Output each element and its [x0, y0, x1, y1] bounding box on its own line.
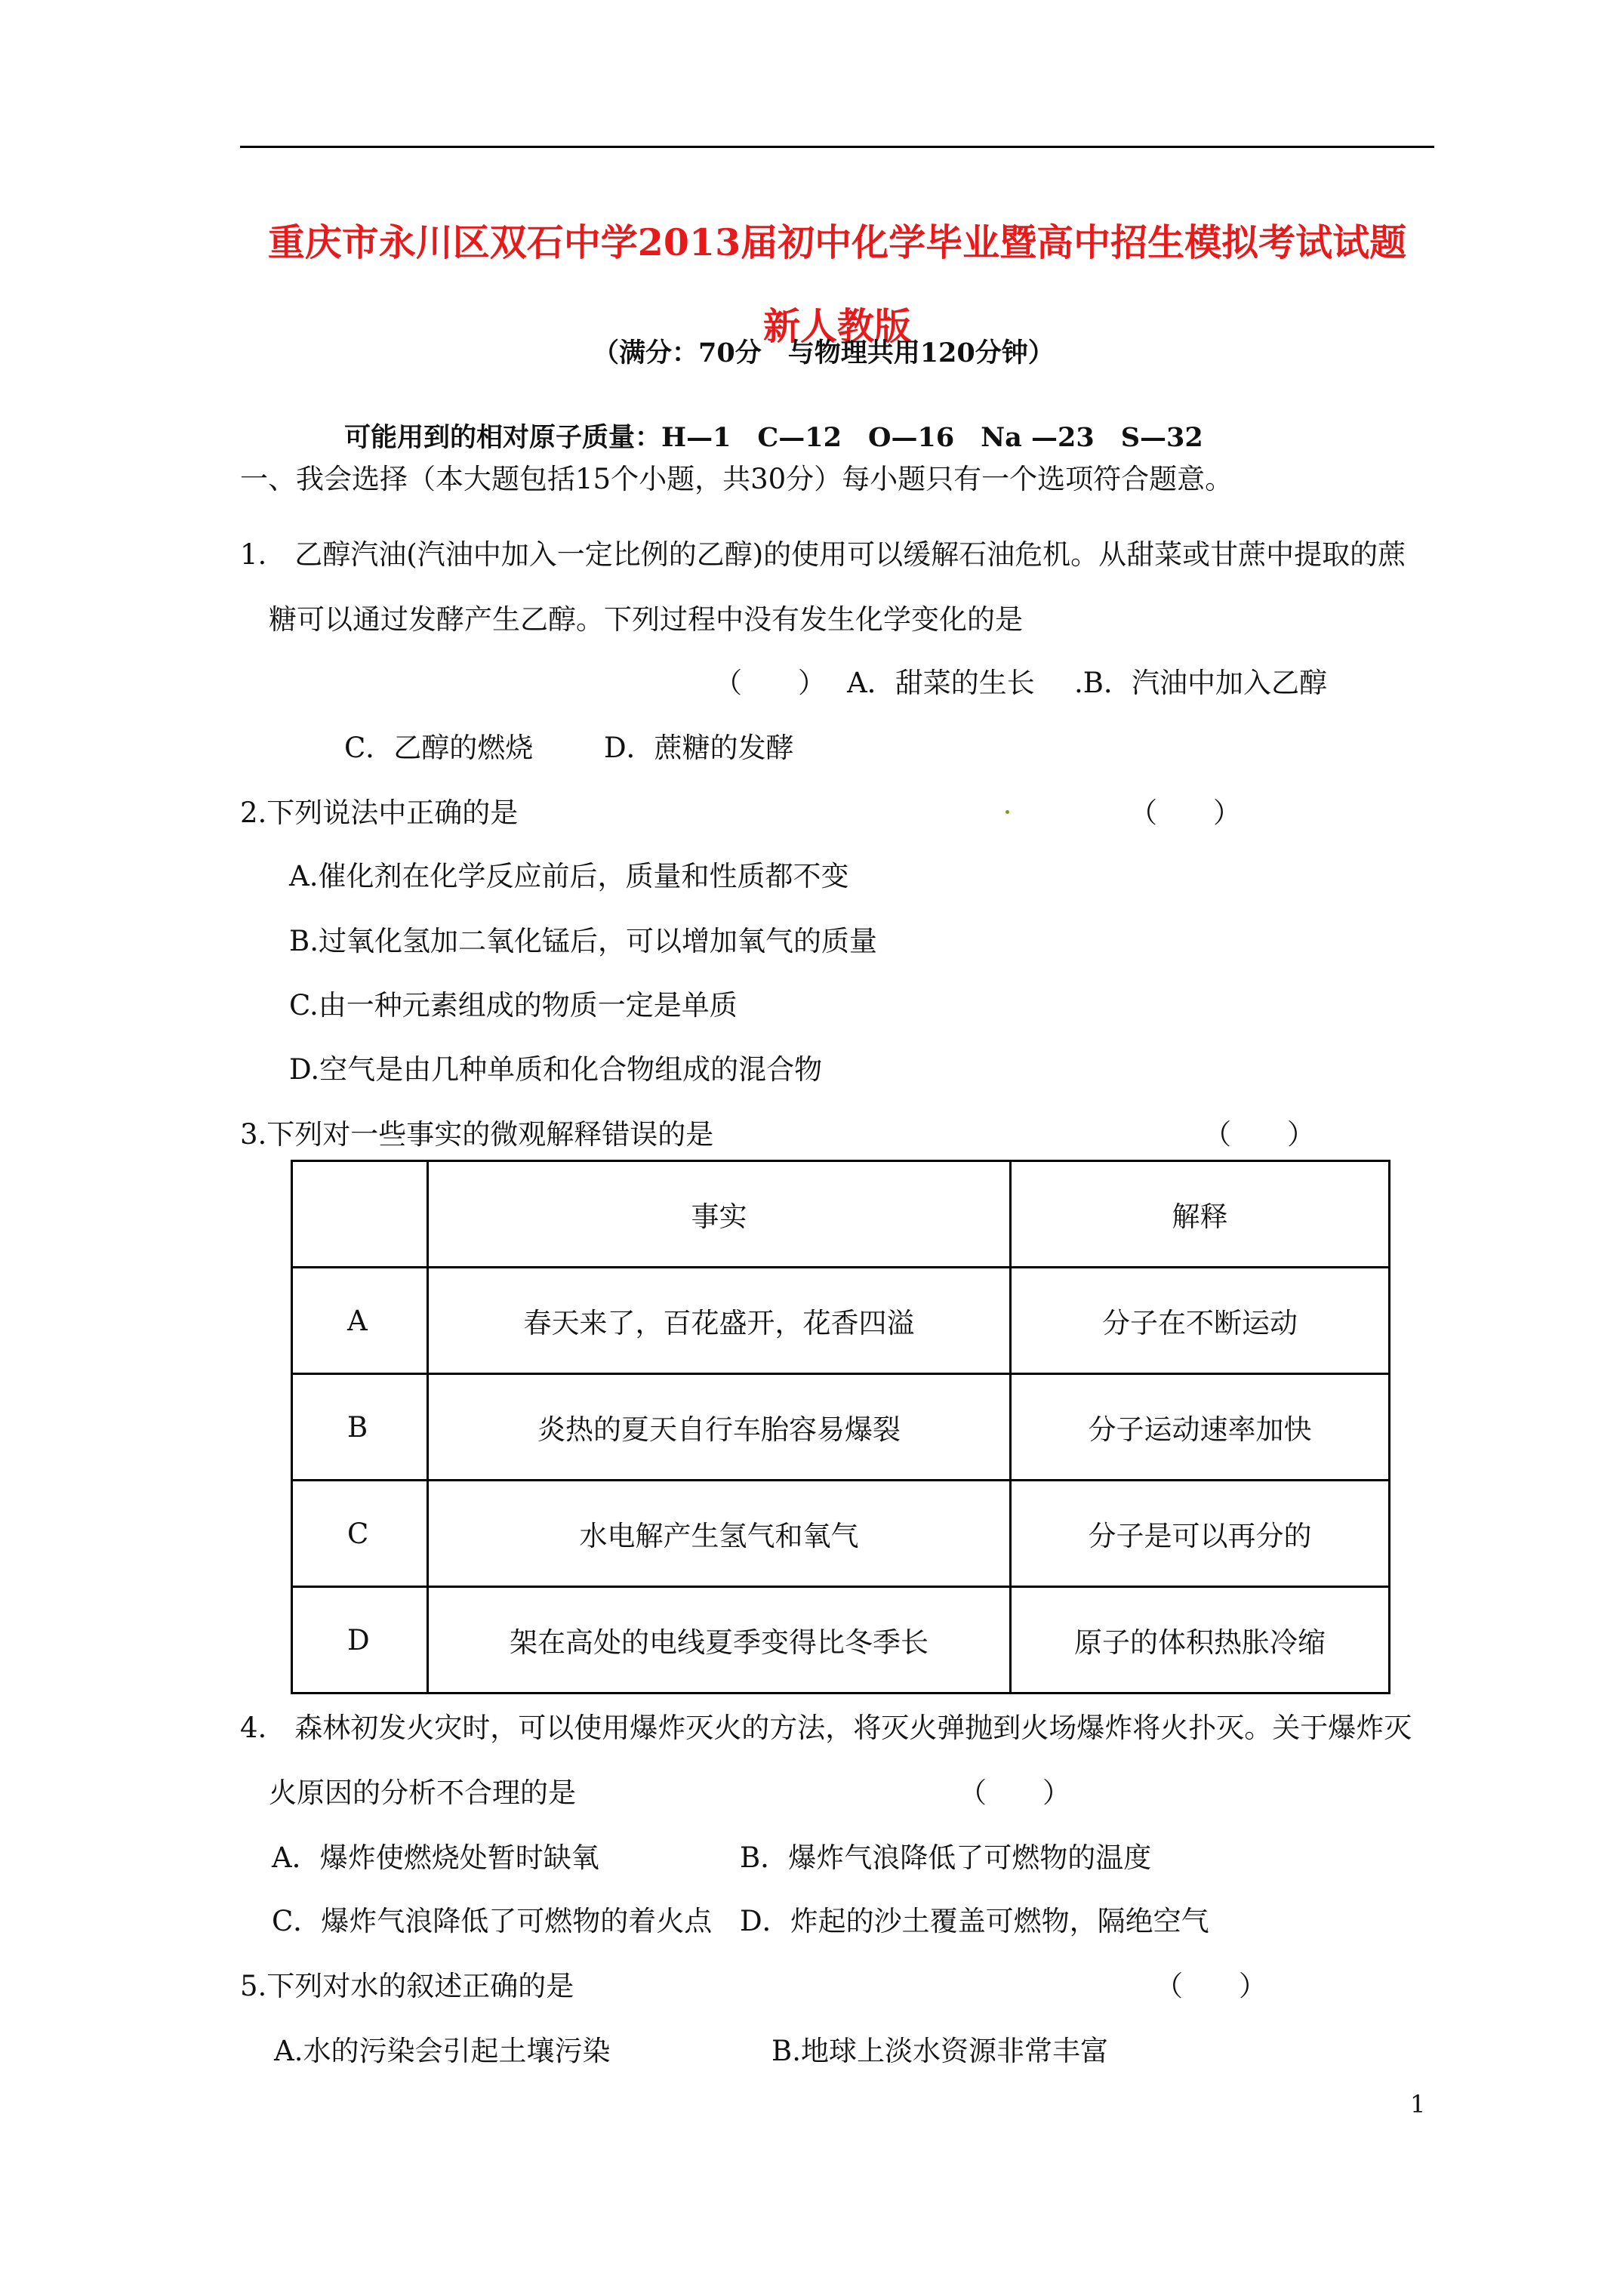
score-info: （满分：70分 与物理共用120分钟） [593, 337, 1055, 368]
atomic-masses: 可能用到的相对原子质量：H—1 C—12 O—16 Na —23 S—32 [344, 422, 1203, 453]
exam-subtitle: 新人教版 [762, 304, 911, 348]
q1-option-c: C．乙醇的燃烧 [344, 732, 534, 764]
table-header-cell: 事实 [428, 1161, 1011, 1268]
q5-option-a: A.水的污染会引起土壤污染 [274, 2035, 611, 2067]
table-cell-label: B [292, 1374, 428, 1481]
exam-title: 重庆市永川区双石中学2013届初中化学毕业暨高中招生模拟考试试题 [267, 220, 1407, 264]
table-header-row [292, 1161, 1390, 1268]
q2-option-d: D.空气是由几种单质和化合物组成的混合物 [289, 1053, 823, 1086]
q4-option-d: D．炸起的沙土覆盖可燃物，隔绝空气 [740, 1905, 1209, 1937]
table-row [292, 1268, 1390, 1374]
q4-option-a: A．爆炸使燃烧处暂时缺氧 [272, 1841, 599, 1874]
table-cell-fact: 春天来了，百花盛开，花香四溢 [428, 1268, 1011, 1374]
q5-option-b: B.地球上淡水资源非常丰富 [771, 2035, 1108, 2067]
header-rule [240, 146, 1434, 148]
q4-answer-paren: （ ） [959, 1777, 1070, 1809]
table-row [292, 1481, 1390, 1587]
table-header-cell: 解释 [1011, 1161, 1390, 1268]
q2-option-c: C.由一种元素组成的物质一定是单质 [289, 989, 738, 1022]
table-cell-label: A [292, 1268, 428, 1374]
q3-facts-table [291, 1160, 1390, 1694]
q2-option-b: B.过氧化氢加二氧化锰后，可以增加氧气的质量 [289, 925, 877, 957]
table-cell-fact: 水电解产生氢气和氧气 [428, 1481, 1011, 1587]
section-heading: 一、我会选择（本大题包括15个小题，共30分）每小题只有一个选项符合题意。 [240, 463, 1233, 495]
table-cell-label: C [292, 1481, 428, 1587]
table-row [292, 1587, 1390, 1693]
q2-option-a: A.催化剂在化学反应前后，质量和性质都不变 [289, 860, 849, 892]
q1-stem-line2: 糖可以通过发酵产生乙醇。下列过程中没有发生化学变化的是 [269, 603, 1023, 636]
q1-option-a: A．甜菜的生长 [847, 667, 1035, 699]
table-cell-label: D [292, 1587, 428, 1693]
q4-stem-line1: 4. 森林初发火灾时，可以使用爆炸灭火的方法，将灭火弹抛到火场爆炸将火扑灭。关于爆炸灭 [240, 1712, 1412, 1744]
table-cell-explanation: 分子在不断运动 [1011, 1268, 1390, 1374]
q2-stem: 2.下列说法中正确的是 [240, 797, 519, 829]
q5-stem: 5.下列对水的叙述正确的是 [240, 1970, 574, 2002]
table-cell-fact: 架在高处的电线夏季变得比冬季长 [428, 1587, 1011, 1693]
table-cell-fact: 炎热的夏天自行车胎容易爆裂 [428, 1374, 1011, 1481]
q4-stem-line2: 火原因的分析不合理的是 [269, 1777, 576, 1809]
page-number: 1 [1410, 2090, 1426, 2119]
table-cell-explanation: 分子运动速率加快 [1011, 1374, 1390, 1481]
q4-option-b: B．爆炸气浪降低了可燃物的温度 [740, 1841, 1152, 1874]
table-cell-explanation: 原子的体积热胀冷缩 [1011, 1587, 1390, 1693]
q1-option-d: D．蔗糖的发酵 [604, 732, 794, 764]
table-cell-explanation: 分子是可以再分的 [1011, 1481, 1390, 1587]
q1-option-b: .B．汽油中加入乙醇 [1074, 667, 1327, 699]
stray-dot [1006, 810, 1009, 814]
q1-stem-line1: 1. 乙醇汽油(汽油中加入一定比例的乙醇)的使用可以缓解石油危机。从甜菜或甘蔗中提取的蔗 [240, 538, 1406, 571]
q3-stem: 3.下列对一些事实的微观解释错误的是 [240, 1118, 714, 1151]
q5-answer-paren: （ ） [1155, 1970, 1267, 2002]
q3-answer-paren: （ ） [1203, 1118, 1315, 1151]
table-row [292, 1374, 1390, 1481]
q2-answer-paren: （ ） [1129, 797, 1241, 829]
q4-option-c: C．爆炸气浪降低了可燃物的着火点 [272, 1905, 713, 1937]
table-header-cell [292, 1161, 428, 1268]
q1-answer-paren: （ ） [714, 667, 826, 699]
